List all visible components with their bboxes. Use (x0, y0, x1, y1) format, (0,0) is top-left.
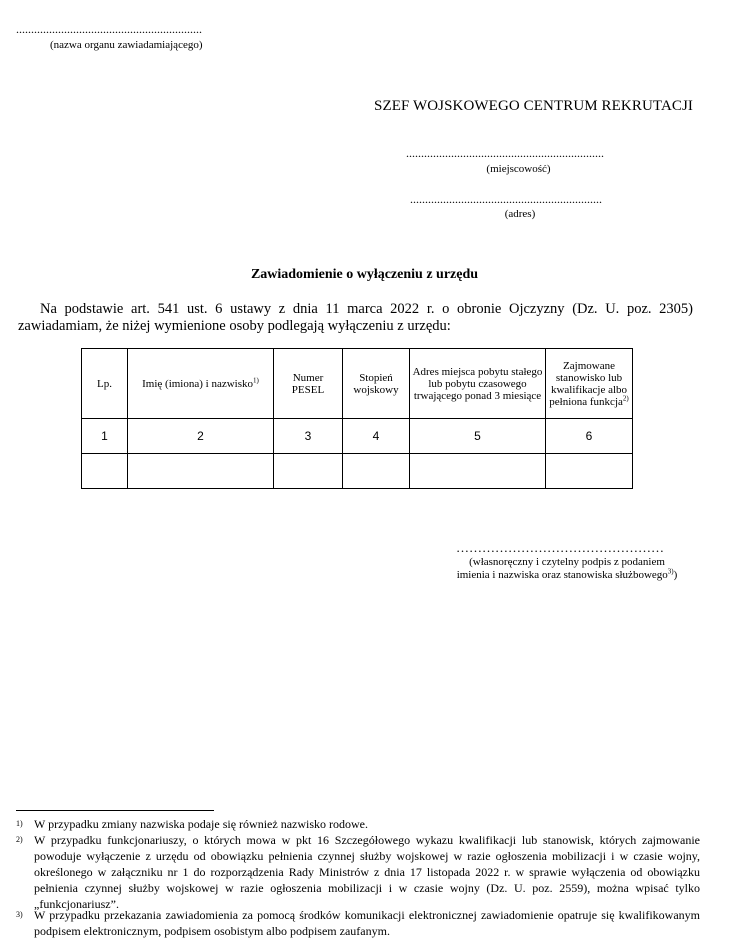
empty-cell[interactable] (128, 454, 274, 489)
footnote-ref-1: 1) (253, 375, 259, 384)
header-position (546, 349, 633, 419)
col-number: 3 (274, 419, 343, 454)
footnote-3 (16, 907, 700, 939)
table-number-row (82, 419, 633, 454)
table-row (82, 454, 633, 489)
header-name-label: Imię (imiona) i nazwisko (142, 377, 254, 390)
header-address: Adres miejsca pobytu stałego lub pobytu czasowego trwającego ponad 3 miesiące (410, 349, 546, 419)
empty-cell[interactable] (546, 454, 633, 489)
address-line: ................................................................ (410, 192, 602, 206)
footnote-mark: 3) (16, 910, 23, 919)
table-header-row (82, 349, 633, 419)
address-caption: (adres) (504, 208, 536, 220)
document-title: Zawiadomienie o wyłączeniu z urzędu (250, 267, 479, 282)
addressee: SZEF WOJSKOWEGO CENTRUM REKRUTACJI (374, 98, 694, 114)
footnote-mark: 1) (16, 819, 23, 828)
footnote-text: W przypadku przekazania zawiadomienia za pomocą środków komunikacji elektronicznej zawiadomienie opatruje się kwalifikowanym podpisem elektronicznym, podpisem osobistym albo podpisem zaufanym. (34, 908, 700, 938)
footnote-separator (16, 810, 214, 811)
signature-caption-line-2 (456, 569, 678, 582)
col-number: 6 (546, 419, 633, 454)
empty-cell[interactable] (82, 454, 128, 489)
signature-caption-line-1: (własnoręczny i czytelny podpis z podaniem (469, 556, 665, 568)
footnote-text: W przypadku zmiany nazwiska podaje się również nazwisko rodowe. (34, 817, 369, 831)
footnote-mark: 2) (16, 835, 23, 844)
footnote-1 (16, 816, 700, 832)
signature-line: ………………………………………… (456, 540, 664, 555)
signature-caption-close: ) (673, 569, 678, 581)
place-line: .................................................................. (406, 146, 604, 160)
footnote-ref-3: 3) (667, 567, 674, 576)
header-pesel: Numer PESEL (274, 349, 343, 419)
footnote-2 (16, 832, 700, 912)
col-number: 1 (82, 419, 128, 454)
col-number: 5 (410, 419, 546, 454)
signature-caption-text: imienia i nazwiska oraz stanowiska służbowego (456, 569, 668, 581)
signature-caption (456, 556, 678, 582)
header-rank: Stopień wojskowy (343, 349, 410, 419)
persons-table (81, 348, 633, 489)
footnote-text: W przypadku funkcjonariuszy, o których mowa w pkt 16 Szczegółowego wykazu kwalifikacji lub stanowisk, których zajmowanie powoduje wyłączenie z urzędu od obowiązku pełnienia czynnej służby wojskowej w razie ogłoszenia mobilizacji i w czasie wojny, określonego w załączniku nr 1 do rozporządzenia Rady Ministrów z dnia 17 listopada 2022 r. w sprawie wyłączenia od obowiązku pełnienia czynnej służby wojskowej w razie ogłoszenia mobilizacji i w czasie wojny (Dz. U. poz. 2559), można wpisać tylko „funkcjonariusz”. (34, 833, 700, 911)
header-position-label: Zajmowane stanowisko lub kwalifikacje albo pełniona funkcja (549, 359, 628, 408)
footnote-ref-2: 2) (622, 393, 629, 402)
header-lp: Lp. (82, 349, 128, 419)
organ-name-caption: (nazwa organu zawiadamiającego) (50, 39, 203, 51)
empty-cell[interactable] (410, 454, 546, 489)
empty-cell[interactable] (274, 454, 343, 489)
col-number: 4 (343, 419, 410, 454)
header-name (128, 349, 274, 419)
empty-cell[interactable] (343, 454, 410, 489)
place-caption: (miejscowość) (486, 163, 551, 175)
organ-name-line: .............................................................. (16, 22, 202, 36)
col-number: 2 (128, 419, 274, 454)
body-paragraph: Na podstawie art. 541 ust. 6 ustawy z dnia 11 marca 2022 r. o obronie Ojczyzny (Dz. U. poz. 2305) zawiadamiam, że niżej wymienione osoby podlegają wyłączeniu z urzędu: (18, 301, 693, 334)
